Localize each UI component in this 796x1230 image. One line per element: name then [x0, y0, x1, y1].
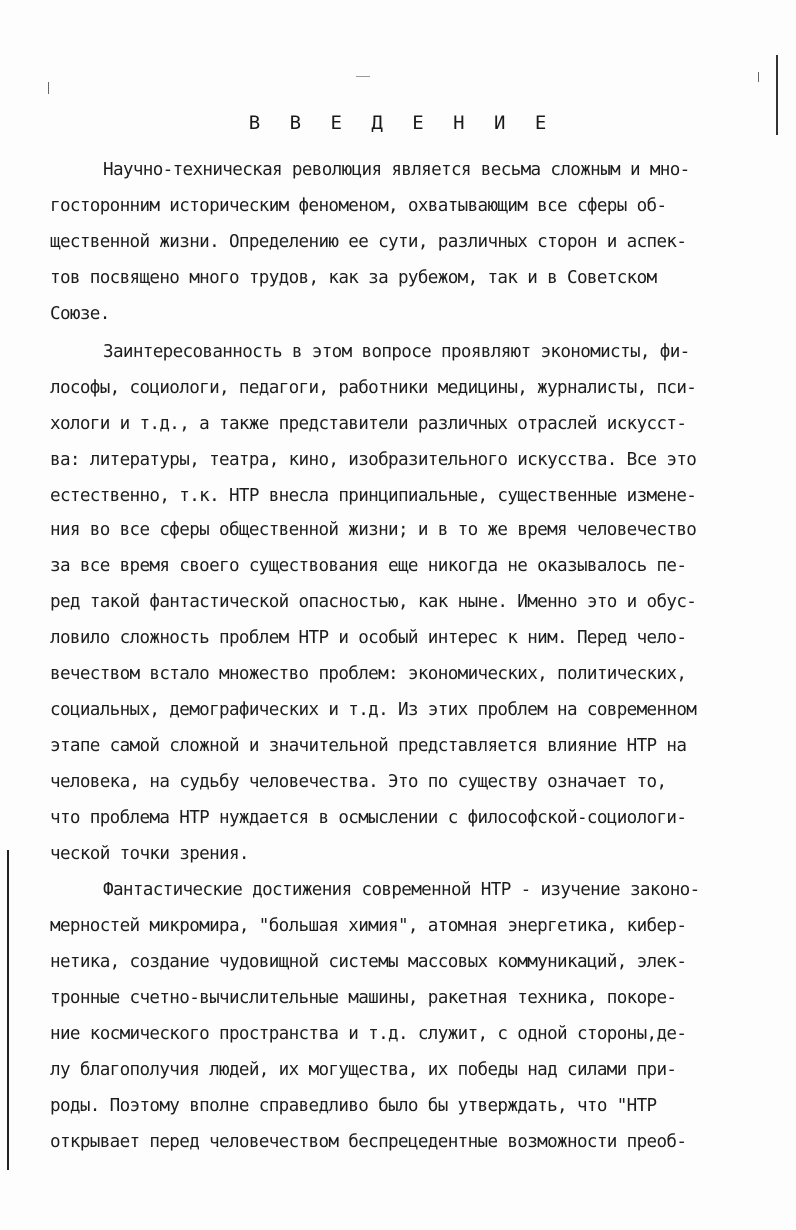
text-line: тронные счетно-вычислительные машины, ракетная техника, покоре- — [50, 988, 677, 1008]
scan-mark — [758, 72, 759, 82]
text-line: естественно, т.к. НТР внесла принципиальные, существенные измене- — [50, 486, 697, 506]
text-line: открывает перед человечеством беспрецедентные возможности преоб- — [50, 1132, 687, 1152]
text-line: ческой точки зрения. — [50, 844, 249, 864]
text-line: лу благополучия людей, их могущества, их победы над силами при- — [50, 1060, 677, 1080]
text-line: вечеством встало множество проблем: экономических, политических, — [50, 664, 687, 684]
text-line: ред такой фантастической опасностью, как ныне. Именно это и обус- — [50, 592, 697, 612]
text-line: этапе самой сложной и значительной представляется влияние НТР на — [50, 736, 687, 756]
text-line: за все время своего существования еще никогда не оказывалось пе- — [50, 556, 687, 576]
text-line: социальных, демографических и т.д. Из этих проблем на современном — [50, 700, 697, 720]
text-line: лософы, социологи, педагоги, работники медицины, журналисты, пси- — [50, 378, 697, 398]
text-line: хологи и т.д., а также представители различных отраслей искусст- — [50, 414, 687, 434]
text-line: ловило сложность проблем НТР и особый интерес к ним. Перед чело- — [50, 628, 687, 648]
scan-mark — [48, 82, 49, 94]
text-line: нетика, создание чудовищной системы массовых коммуникаций, элек- — [50, 952, 687, 972]
text-line: госторонним историческим феноменом, охватывающим все сферы об- — [50, 196, 667, 216]
text-line: мерностей микромира, "большая химия", атомная энергетика, кибер- — [50, 916, 687, 936]
text-line: щественной жизни. Определению ее сути, различных сторон и аспек- — [50, 232, 687, 252]
text-line: Научно-техническая революция является весьма сложным и мно- — [103, 160, 690, 180]
text-line: что проблема НТР нуждается в осмыслении с философской-социологи- — [50, 808, 687, 828]
text-line: Заинтересованность в этом вопросе проявляют экономисты, фи- — [103, 342, 690, 362]
text-line: тов посвящено много трудов, как за рубежом, так и в Советском — [50, 268, 657, 288]
text-line: ния во все сферы общественной жизни; и в то же время человечество — [50, 520, 697, 540]
text-line: ние космического пространства и т.д. служит, с одной стороны,де- — [50, 1024, 687, 1044]
text-line: Союзе. — [50, 304, 110, 324]
text-line: ва: литературы, театра, кино, изобразительного искусства. Все это — [50, 450, 697, 470]
text-line: человека, на судьбу человечества. Это по существу означает то, — [50, 772, 667, 792]
text-line: Фантастические достижения современной НТР - изучение законо- — [103, 880, 700, 900]
scan-edge-line — [7, 850, 9, 1170]
scan-mark — [356, 76, 370, 77]
text-line: роды. Поэтому вполне справедливо было бы утверждать, что "НТР — [50, 1096, 657, 1116]
page-title: В В Е Д Е Н И Е — [248, 112, 556, 134]
